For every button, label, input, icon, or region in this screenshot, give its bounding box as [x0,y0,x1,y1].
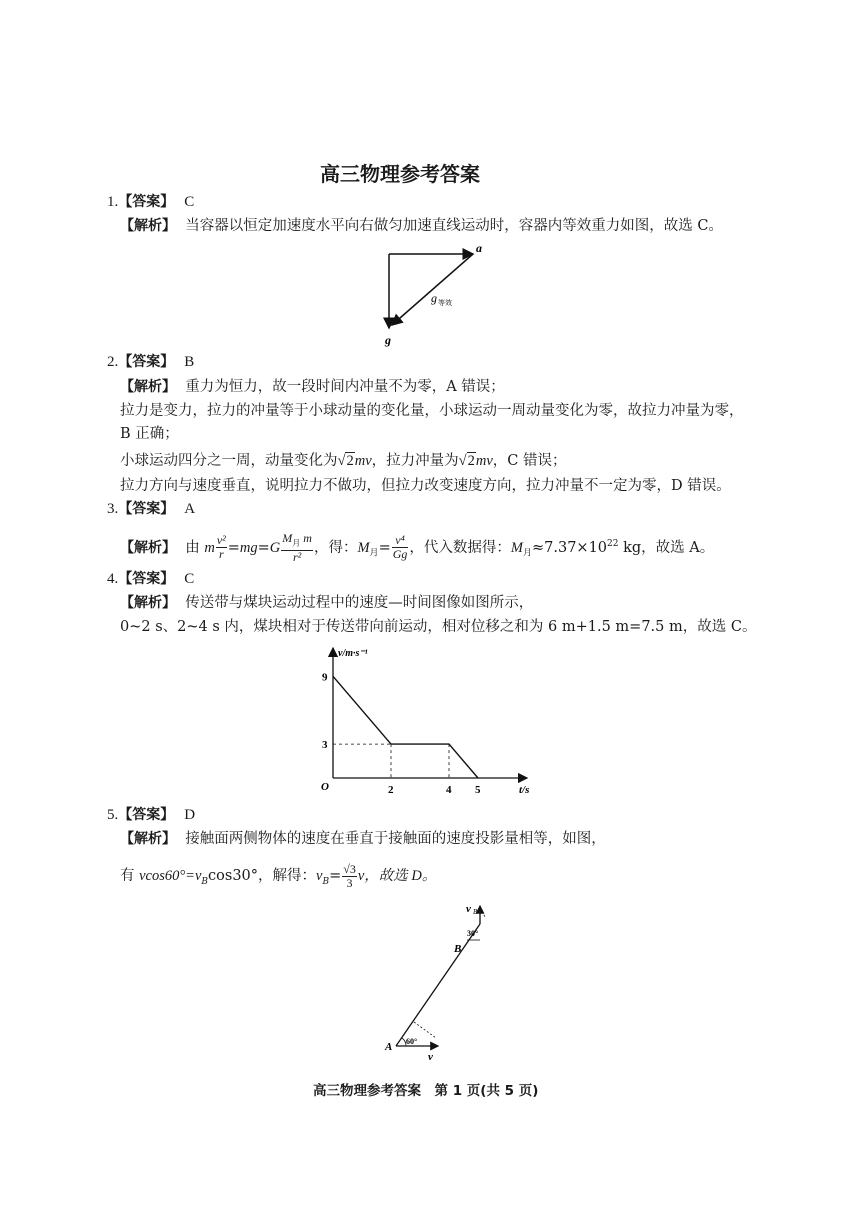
y-tick-3: 3 [322,739,328,752]
q1-analysis-line: 【解析】 当容器以恒定加速度水平向右做匀加速直线运动时，容器内等效重力如图，故选 C。 [120,218,723,234]
label-a: A [385,1041,393,1053]
label-vb: v [466,903,471,915]
label-a: a [476,241,482,255]
q2-line3: B 正确； [120,426,179,442]
sqrt2-mv: √2 [337,453,354,469]
x-axis-label: t/s [519,784,530,796]
v-dashed [414,1022,436,1038]
q4-analysis-line1: 【解析】 传送带与煤块运动过程中的速度—时间图像如图所示， [120,595,534,611]
origin-label: O [321,781,329,793]
q2-line5: 拉力方向与速度垂直，说明拉力不做功，但拉力改变速度方向，拉力冲量不一定为零，D 错误。 [120,478,731,494]
q5-equation-line: 有 $vcos60^\circ=v_B\cos 30^\circ$，解得：$v_B=$ $\frac{√3}{3}$ v，故选 D。 [120,861,437,890]
sqrt2-mv-2: √2 [458,453,475,469]
q2-line4: 小球运动四分之一周，动量变化为√2mv，拉力冲量为√2mv，C 错误； [120,453,567,469]
x-tick-4: 4 [446,784,452,796]
page-title: 高三物理参考答案 [320,162,480,186]
fraction-v2-over-r: $\frac{\text{v²}}{r}$ [216,533,226,562]
svg-text:B: B [473,908,478,916]
label-30: 30° [467,929,479,938]
q2-analysis-line1: 【解析】 重力为恒力，故一段时间内冲量不为零，A 错误； [120,379,505,395]
velocity-time-chart [315,640,555,800]
label-v: v [428,1051,433,1063]
fraction-gravity: $\frac{M_月 m}{\text{r²}}$ [282,531,312,564]
q1-gravity-vector-diagram [375,240,495,350]
q4-answer-line: 4.【答案】 C [107,571,195,587]
q2-answer-line: 2.【答案】 B [107,354,195,370]
effective-gravity-arrow [392,254,473,325]
q1-answer-line: 1.【答案】 C [107,194,195,210]
label-b: B [454,943,462,955]
y-tick-9: 9 [322,671,328,684]
q3-analysis-line: 【解析】 由 m $\frac{\text{v²}}{r}$ =mg=G $\frac{M_月 m}{\text{r²}}$ ，得：$M_月=$ $\frac{\text{v⁴}}{Gg}$ ，代入数据得：$M_月\approx 7.37\times 10^{22}$ kg，故选 A。 [120,531,715,564]
fraction-sqrt3-over-3: $\frac{√3}{3}$ [343,861,356,890]
velocity-series-line [333,676,478,778]
q5-rod-velocity-diagram [380,900,500,1065]
q4-line2: 0~2 s、2~4 s 内，煤块相对于传送带向前运动，相对位移之和为 6 m+1.5 m=7.5 m，故选 C。 [120,619,757,635]
rod-line [396,924,480,1046]
x-tick-5: 5 [475,784,481,796]
x-tick-2: 2 [388,784,394,796]
label-geff-sub: 等效 [438,299,452,307]
label-geff: g [431,291,437,305]
y-axis-label: v/m·s⁻¹ [338,648,368,659]
q5-analysis-line1: 【解析】 接触面两侧物体的速度在垂直于接触面的速度投影量相等，如图， [120,831,606,847]
label-g: g [385,333,391,347]
q2-line2: 拉力是变力，拉力的冲量等于小球动量的变化量，小球运动一周动量变化为零，故拉力冲量为零， [120,403,744,419]
vb-dashed [480,908,485,917]
page-footer: 高三物理参考答案 第 1 页(共 5 页) [313,1083,539,1099]
fraction-moon-mass: $\frac{\text{v⁴}}{Gg}$ [392,533,408,562]
label-60: 60° [406,1037,418,1046]
q3-answer-line: 3.【答案】 A [107,501,196,517]
q5-answer-line: 5.【答案】 D [107,807,196,823]
